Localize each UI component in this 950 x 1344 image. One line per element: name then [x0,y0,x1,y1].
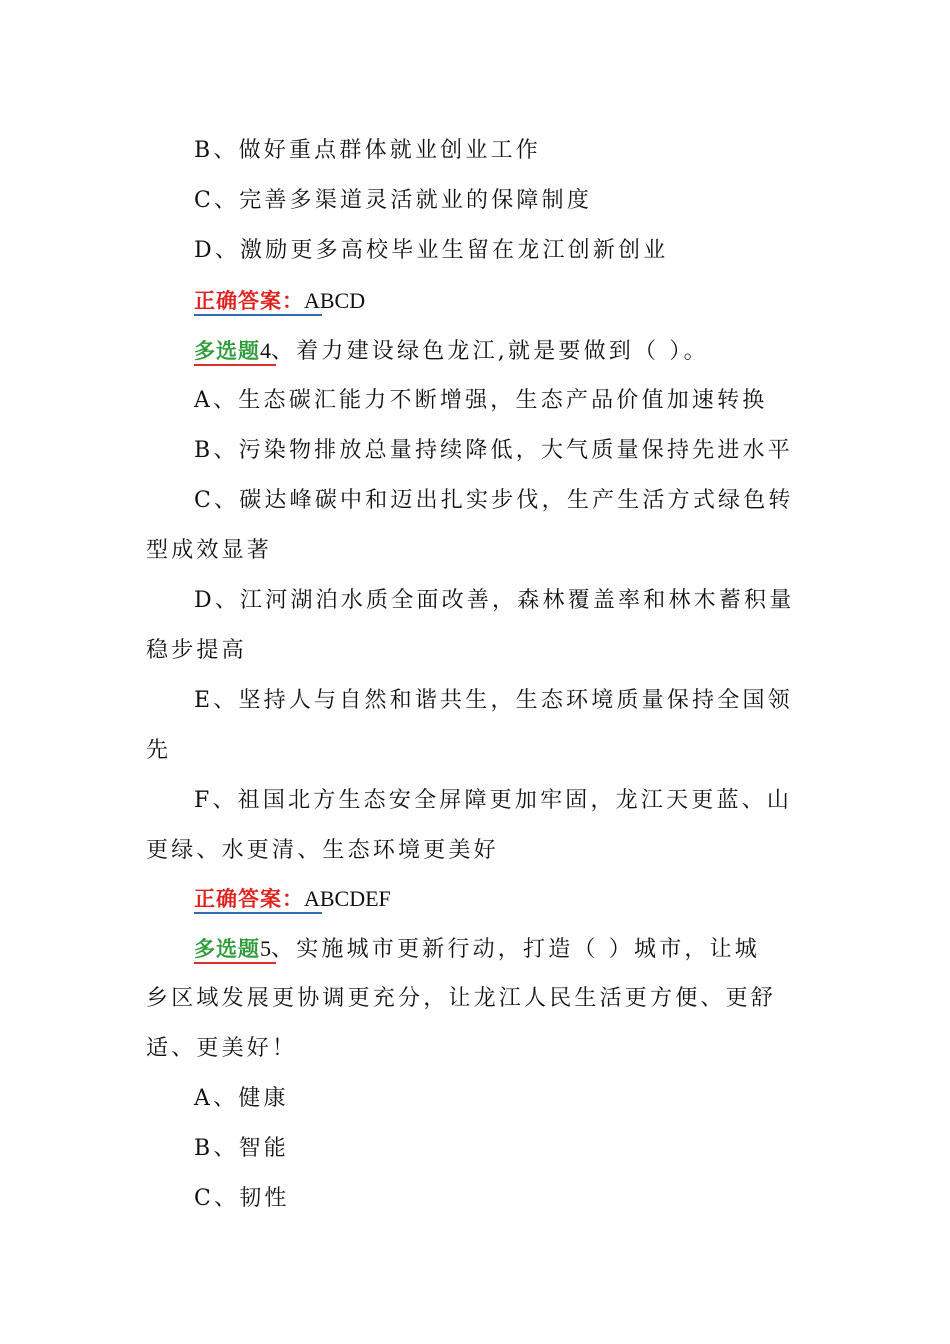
q5-option-c: C、韧性 [194,1186,290,1211]
q3-answer [194,286,854,317]
tag-underline [194,962,276,964]
q3-option-b: B、做好重点群体就业创业工作 [194,138,541,163]
q3-option-c: C、完善多渠道灵活就业的保障制度 [194,188,593,213]
q4-option-c-line2: 型成效显著 [146,538,273,563]
answer-label: 正确答案： [194,887,304,911]
question-text: 、着力建设绿色龙江,就是要做到（ ）。 [271,339,709,364]
q5-question-line3: 适、更美好！ [146,1036,298,1061]
answer-underline [194,314,322,316]
q4-question [194,336,854,367]
q3-option-d: D、激励更多高校毕业生留在龙江创新创业 [194,238,669,263]
question-type-tag: 多选题 [194,339,260,363]
q5-option-b: B、智能 [194,1136,289,1161]
q4-option-e-line2: 先 [146,738,172,763]
question-number: 4 [260,338,271,363]
answer-underline [194,912,322,914]
q4-option-d-line2: 稳步提高 [146,638,247,663]
question-type-tag: 多选题 [194,937,260,961]
question-text: 、实施城市更新行动，打造（ ）城市，让城 [271,937,760,962]
q4-option-b: B、污染物排放总量持续降低，大气质量保持先进水平 [194,438,793,463]
q4-answer [194,884,854,915]
q4-option-f-line1: F、祖国北方生态安全屏障更加牢固，龙江天更蓝、山 [194,788,793,813]
q4-option-d-line1: D、江河湖泊水质全面改善，森林覆盖率和林木蓄积量 [194,588,795,613]
answer-value: ABCDEF [304,886,391,911]
tag-underline [194,364,276,366]
q4-option-a: A、生态碳汇能力不断增强，生态产品价值加速转换 [194,388,768,413]
q4-option-e-line1: E、坚持人与自然和谐共生，生态环境质量保持全国领 [194,688,793,713]
question-number: 5 [260,936,271,961]
q4-option-f-line2: 更绿、水更清、生态环境更美好 [146,838,499,863]
q4-option-c-line1: C、碳达峰碳中和迈出扎实步伐，生产生活方式绿色转 [194,488,794,513]
q5-option-a: A、健康 [194,1086,289,1111]
answer-value: ABCD [304,288,366,313]
q5-question-line2: 乡区域发展更协调更充分，让龙江人民生活更方便、更舒 [146,986,777,1011]
q5-question-line1 [194,934,854,965]
answer-label: 正确答案： [194,289,304,313]
